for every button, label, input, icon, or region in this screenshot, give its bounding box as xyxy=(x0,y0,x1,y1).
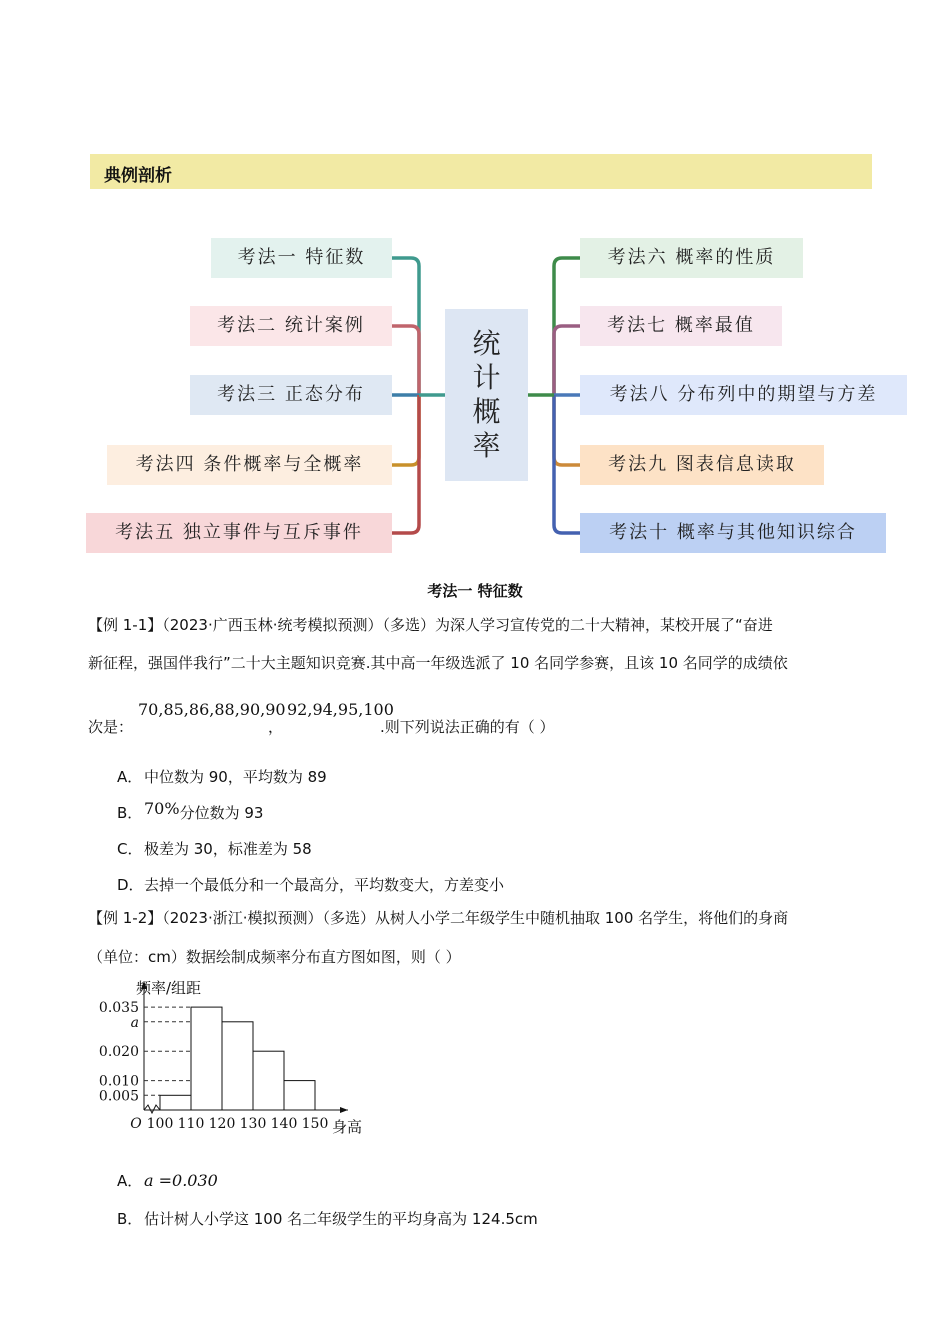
option-formula: 70% xyxy=(144,799,180,818)
example-1-1-line-1: 【例 1-1】（2023·广西玉林·统考模拟预测）（多选）为深人学习宣传党的二十大精神，某校开展了“奋进 xyxy=(88,616,773,634)
option-1-1-c xyxy=(117,838,312,859)
option-text: 去掉一个最低分和一个最高分，平均数变大，方差变小 xyxy=(144,876,505,894)
option-text: 估计树人小学这 100 名二年级学生的平均身高为 124.5cm xyxy=(144,1210,538,1228)
option-letter: B． xyxy=(117,804,143,822)
frequency-histogram xyxy=(80,975,380,1140)
x-tick-label-2: 110 xyxy=(177,1116,205,1132)
mindmap-right-3: 考法八 分布列中的期望与方差 xyxy=(580,375,907,415)
example-1-2-line-2: （单位：cm）数据绘制成频率分布直方图如图，则（ ） xyxy=(88,948,461,966)
example-1-1-line-3-suffix: .则下列说法正确的有（ ） xyxy=(380,718,555,736)
x-tick-label-1: 100 xyxy=(146,1116,174,1132)
option-letter: A． xyxy=(117,768,143,786)
option-letter: C． xyxy=(117,840,143,858)
y-tick-label-1: 0.035 xyxy=(98,1000,139,1017)
option-letter: D． xyxy=(117,876,144,894)
origin-label: O xyxy=(130,1116,142,1132)
option-text: 中位数为 90，平均数为 89 xyxy=(144,768,327,786)
section-title: 典例剖析 xyxy=(104,166,172,186)
center-char-1: 统 xyxy=(472,327,501,360)
x-axis-arrow xyxy=(340,1107,348,1113)
option-1-1-d xyxy=(117,874,504,895)
mindmap xyxy=(0,0,950,570)
mindmap-right-2: 考法七 概率最值 xyxy=(580,306,782,346)
x-tick-label-6: 150 xyxy=(301,1116,329,1132)
mindmap-left-4: 考法四 条件概率与全概率 xyxy=(107,445,392,485)
option-letter: B． xyxy=(117,1210,143,1228)
example-1-1-line-3-prefix: 次是： xyxy=(88,718,134,736)
option-1-2-a xyxy=(117,1170,218,1191)
mindmap-center xyxy=(445,309,528,481)
connector-left-2 xyxy=(392,326,419,395)
histogram-bar-3 xyxy=(222,1022,253,1110)
center-char-3: 概 xyxy=(472,395,501,428)
example-1-1-line-2: 新征程，强国伴我行”二十大主题知识竞赛.其中高一年级选派了 10 名同学参赛，且该 10 名同学的成绩依 xyxy=(88,654,788,672)
histogram-bar-4 xyxy=(253,1051,284,1110)
y-tick-label-2: a xyxy=(130,1014,139,1031)
scores-formula-2: 92,94,95,100 xyxy=(287,700,394,719)
x-axis-title: 身高 xyxy=(332,1118,363,1136)
y-tick-label-4: 0.010 xyxy=(98,1073,139,1090)
option-1-1-a xyxy=(117,766,327,787)
example-1-2-line-1: 【例 1-2】（2023·浙江·模拟预测）（多选）从树人小学二年级学生中随机抽取 100 名学生，将他们的身商 xyxy=(88,909,789,927)
scores-comma: ， xyxy=(268,718,284,736)
option-formula: a =0.030 xyxy=(144,1171,218,1190)
x-tick-label-4: 130 xyxy=(239,1116,267,1132)
mindmap-left-5: 考法五 独立事件与互斥事件 xyxy=(86,513,392,553)
option-1-1-b xyxy=(117,799,264,823)
y-axis-title: 频率/组距 xyxy=(136,979,202,997)
histogram-bar-1 xyxy=(160,1095,191,1110)
option-letter: A． xyxy=(117,1172,143,1190)
connector-right-4 xyxy=(554,395,580,465)
mindmap-right-1: 考法六 概率的性质 xyxy=(580,238,803,278)
histogram-bar-5 xyxy=(284,1081,315,1110)
mindmap-left-2: 考法二 统计案例 xyxy=(190,306,392,346)
x-tick-label-5: 140 xyxy=(270,1116,298,1132)
y-tick-label-3: 0.020 xyxy=(98,1044,139,1061)
x-tick-label-3: 120 xyxy=(208,1116,236,1132)
option-1-2-b xyxy=(117,1208,538,1229)
mindmap-right-4: 考法九 图表信息读取 xyxy=(580,445,824,485)
mindmap-right-5: 考法十 概率与其他知识综合 xyxy=(580,513,886,553)
center-char-2: 计 xyxy=(472,361,501,394)
histogram-bar-2 xyxy=(191,1007,222,1110)
y-tick-label-5: 0.005 xyxy=(98,1088,139,1105)
connector-right-2 xyxy=(554,326,580,395)
topic-heading: 考法一 特征数 xyxy=(427,582,523,600)
scores-formula-1: 70,85,86,88,90,90 xyxy=(138,700,286,719)
center-char-4: 率 xyxy=(472,429,501,462)
mindmap-left-1: 考法一 特征数 xyxy=(211,238,392,278)
option-text: 分位数为 93 xyxy=(179,804,264,822)
mindmap-left-3: 考法三 正态分布 xyxy=(190,375,392,415)
option-text: 极差为 30，标准差为 58 xyxy=(144,840,312,858)
axis-break xyxy=(144,1105,160,1113)
connector-left-4 xyxy=(392,395,419,465)
